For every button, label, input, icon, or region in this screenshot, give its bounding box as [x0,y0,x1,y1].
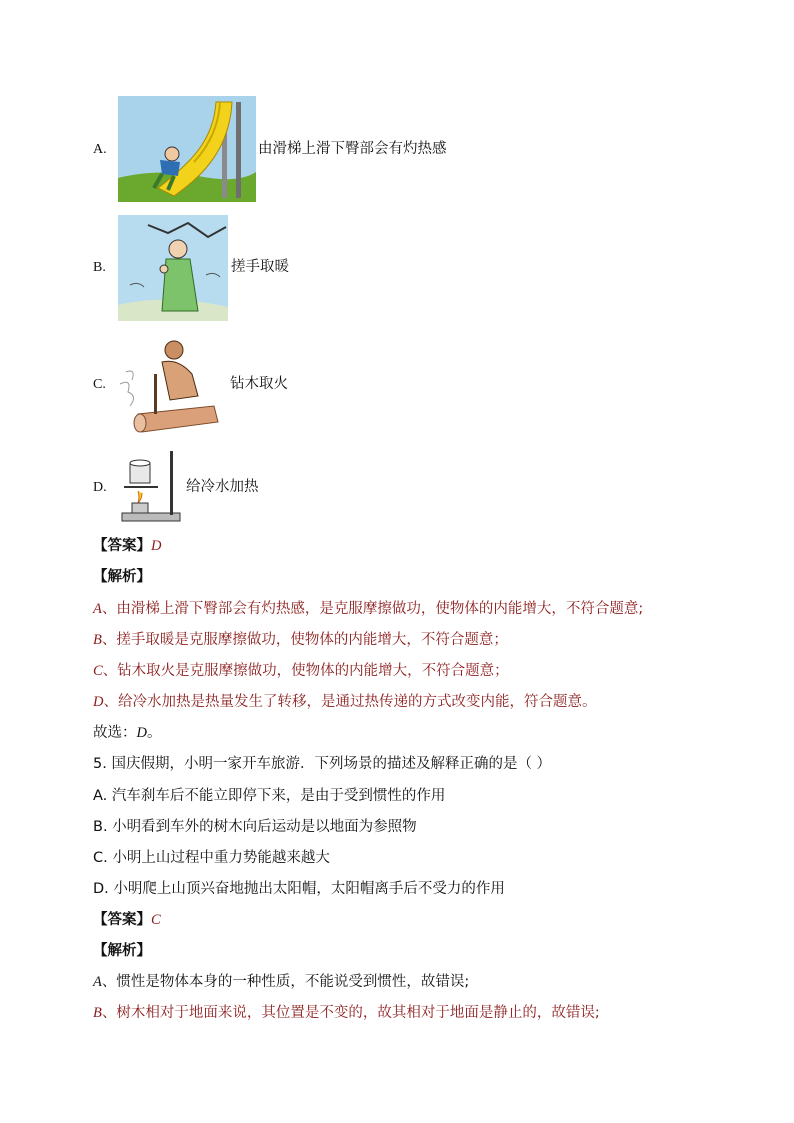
q5-stem: 5. 国庆假期，小明一家开车旅游．下列场景的描述及解释正确的是（ ） [93,756,552,772]
q5-choice-d: D. 小明爬上山顶兴奋地抛出太阳帽，太阳帽离手后不受力的作用 [93,881,505,897]
q4-analysis-label: 【解析】 [93,569,151,585]
q4-analysis-d: D、给冷水加热是热量发生了转移，是通过热传递的方式改变内能，符合题意。 [93,694,597,710]
q4-analysis-a: A、由滑梯上滑下臀部会有灼热感，是克服摩擦做功，使物体的内能增大，不符合题意; [93,601,644,617]
q5-analysis-b: B、树木相对于地面来说，其位置是不变的，故其相对于地面是静止的，故错误; [93,1005,600,1021]
option-a-letter: A. [93,142,107,157]
q4-conclusion: 故选：D。 [93,725,162,741]
option-d-caption: 给冷水加热 [186,479,259,495]
q4-analysis-c: C、钻木取火是克服摩擦做功，使物体的内能增大，不符合题意； [93,663,509,679]
q5-choice-c: C. 小明上山过程中重力势能越来越大 [93,850,330,866]
q5-choice-a: A. 汽车刹车后不能立即停下来，是由于受到惯性的作用 [93,788,446,804]
option-b-caption: 搓手取暖 [231,259,289,275]
drilling-wood-illustration [118,334,226,436]
heating-water-illustration [118,447,184,527]
answer-value: C [151,912,161,928]
option-c-caption: 钻木取火 [230,376,288,392]
option-c-letter: C. [93,377,106,392]
q5-choice-b: B. 小明看到车外的树木向后运动是以地面为参照物 [93,819,417,835]
answer-label: 【答案】 [93,912,151,928]
q5-answer [93,910,161,930]
answer-label: 【答案】 [93,538,151,554]
answer-value: D [151,538,162,554]
q5-analysis-a: A、惯性是物体本身的一种性质，不能说受到惯性，故错误; [93,974,470,990]
q4-answer [93,536,161,556]
slide-illustration [118,96,256,202]
option-a-caption: 由滑梯上滑下臀部会有灼热感 [258,141,447,157]
q5-analysis-label: 【解析】 [93,943,151,959]
option-b-letter: B. [93,260,106,275]
q4-analysis-b: B、搓手取暖是克服摩擦做功，使物体的内能增大，不符合题意； [93,632,508,648]
option-d-letter: D. [93,480,107,495]
rubbing-hands-illustration [118,215,228,321]
